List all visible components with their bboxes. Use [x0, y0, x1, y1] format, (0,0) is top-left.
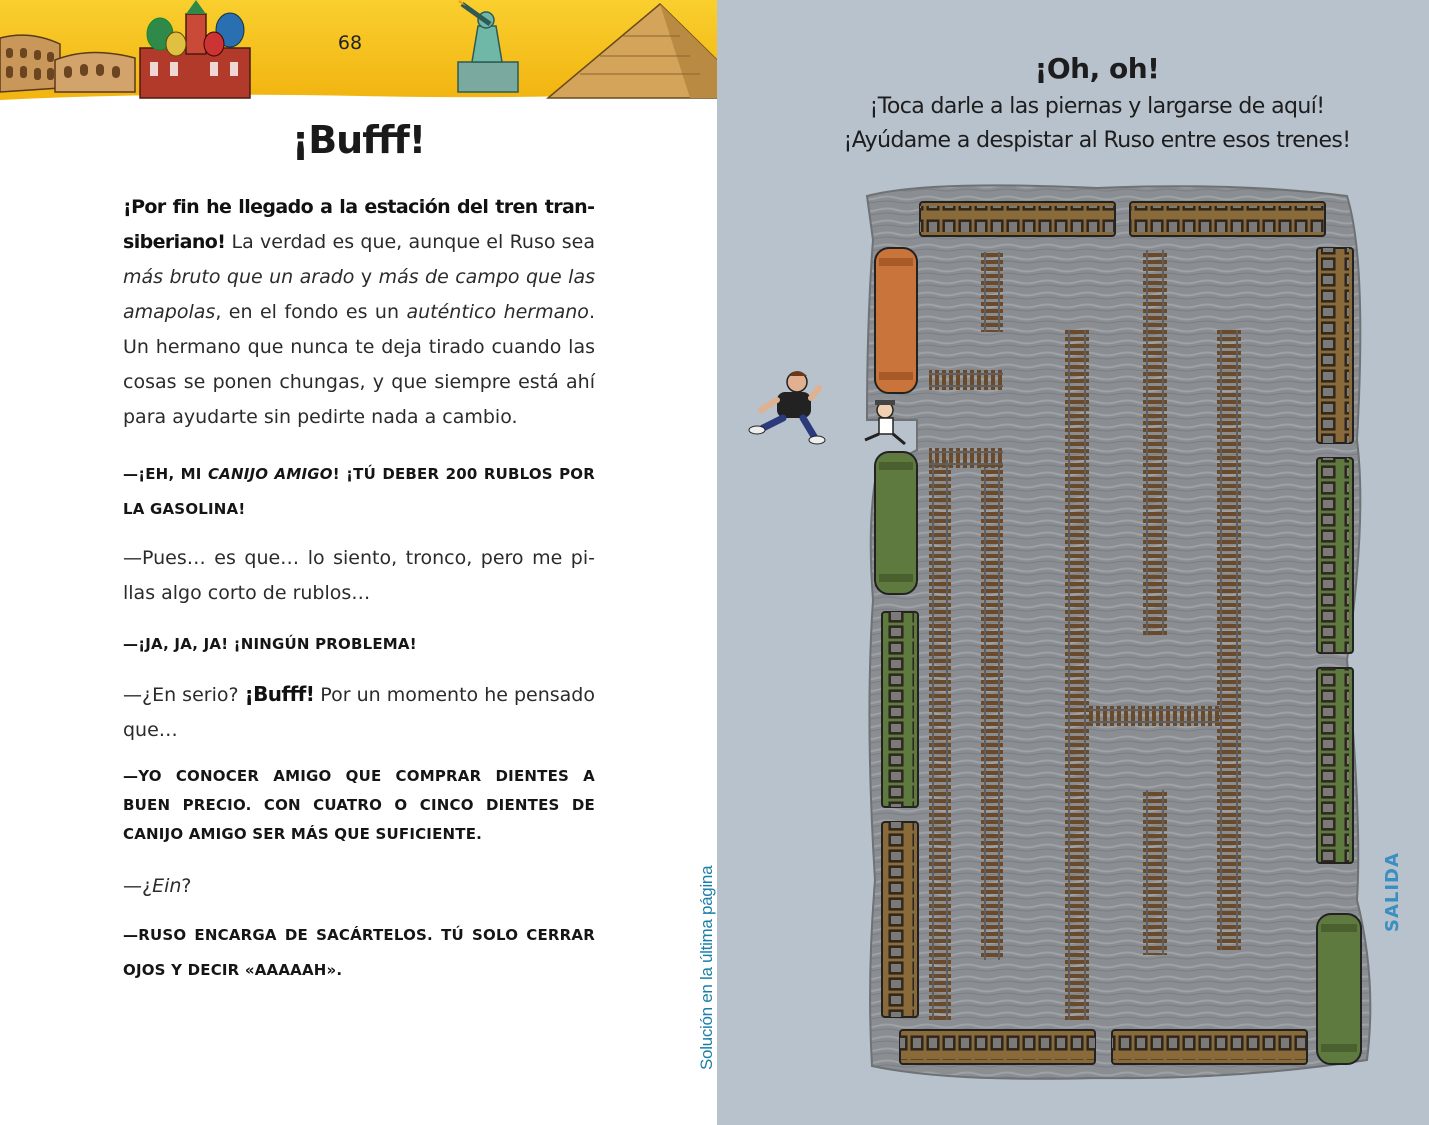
train-right-mid	[1317, 458, 1353, 653]
train-top-left	[920, 202, 1115, 236]
right-page	[717, 0, 1429, 1125]
dialogue-reply-3	[123, 869, 595, 904]
reply3-italic: Ein	[152, 875, 182, 897]
solution-note: Solución en la última página	[697, 865, 716, 1070]
train-maze	[717, 0, 1429, 1125]
paragraph-intro	[123, 190, 595, 435]
train-left-bottom	[882, 822, 918, 1017]
puzzle-subtitle-line1: ¡Toca darle a las piernas y largarse de aquí!	[869, 94, 1325, 119]
reply2-c: Por un momento he pensado que…	[123, 684, 595, 741]
intro-italic-3: auténtico hermano	[406, 301, 589, 323]
dialogue-reply-2	[123, 677, 595, 748]
dialogue-reply-1: —Pues… es que… lo siento, tronco, pero me pillas algo corto de rublos…	[123, 547, 595, 604]
dialogue-shout-3: —YO CONOCER AMIGO QUE COMPRAR DIENTES A BUEN PRECIO. CON CUATRO O CINCO DIENTES DE CANIJO AMIGO SER MÁS QUE SUFICIENTE.	[123, 767, 595, 843]
puzzle-title: ¡Oh, oh!	[1034, 52, 1160, 85]
train-right-top	[1317, 248, 1353, 443]
train-bottom-left	[900, 1030, 1095, 1064]
page-title: ¡Bufff!	[291, 118, 426, 162]
reply3-b: ?	[181, 875, 192, 897]
story-text	[123, 190, 595, 988]
train-left-mid	[882, 612, 918, 807]
train-right-lower	[1317, 668, 1353, 863]
russian-character	[749, 371, 825, 444]
intro-text-b: y	[354, 266, 379, 288]
intro-text-d: . Un hermano que nunca te deja tirado cuando las cosas se ponen chungas, y que siempre está ahí para ayudarte sin pedirte nada a cambio.	[123, 301, 595, 428]
tank-car-green-left	[875, 452, 917, 594]
exit-label: SALIDA	[1382, 852, 1403, 932]
tank-car-orange	[875, 248, 917, 393]
page-number: 68	[337, 32, 363, 54]
dialogue-shout-4: —RUSO ENCARGA DE SACÁRTELOS. TÚ SOLO CERRAR OJOS Y DECIR «AAAAAH».	[123, 926, 595, 979]
train-bottom-right	[1112, 1030, 1307, 1064]
shout1-b: ! ¡TÚ DEBER 200 RUBLOS POR LA GASOLINA!	[123, 465, 596, 518]
intro-lead: ¡Por fin he llegado a la estación del tren transiberiano!	[123, 196, 595, 253]
shout1-a: —¡EH, MI	[123, 465, 208, 483]
intro-italic-1: más bruto que un arado	[123, 266, 355, 288]
reply3-a: —¿	[123, 875, 153, 897]
dialogue-shout-2: —¡JA, JA, JA! ¡NINGÚN PROBLEMA!	[123, 635, 417, 653]
dialogue-shout-1	[123, 457, 595, 527]
reply2-a: —¿En serio?	[123, 684, 245, 706]
intro-text-a: La verdad es que, aunque el Ruso sea	[225, 231, 595, 253]
reply2-bold: ¡Bufff!	[244, 682, 315, 706]
intro-text-c: , en el fondo es un	[215, 301, 407, 323]
puzzle-subtitle-line2: ¡Ayúdame a despistar al Ruso entre esos trenes!	[843, 128, 1351, 153]
intro-italic-2: más de campo que las amapolas	[123, 266, 595, 323]
shout1-italic: CANIJO AMIGO	[207, 465, 333, 483]
tank-car-green-right	[1317, 914, 1361, 1064]
train-top-right	[1130, 202, 1325, 236]
